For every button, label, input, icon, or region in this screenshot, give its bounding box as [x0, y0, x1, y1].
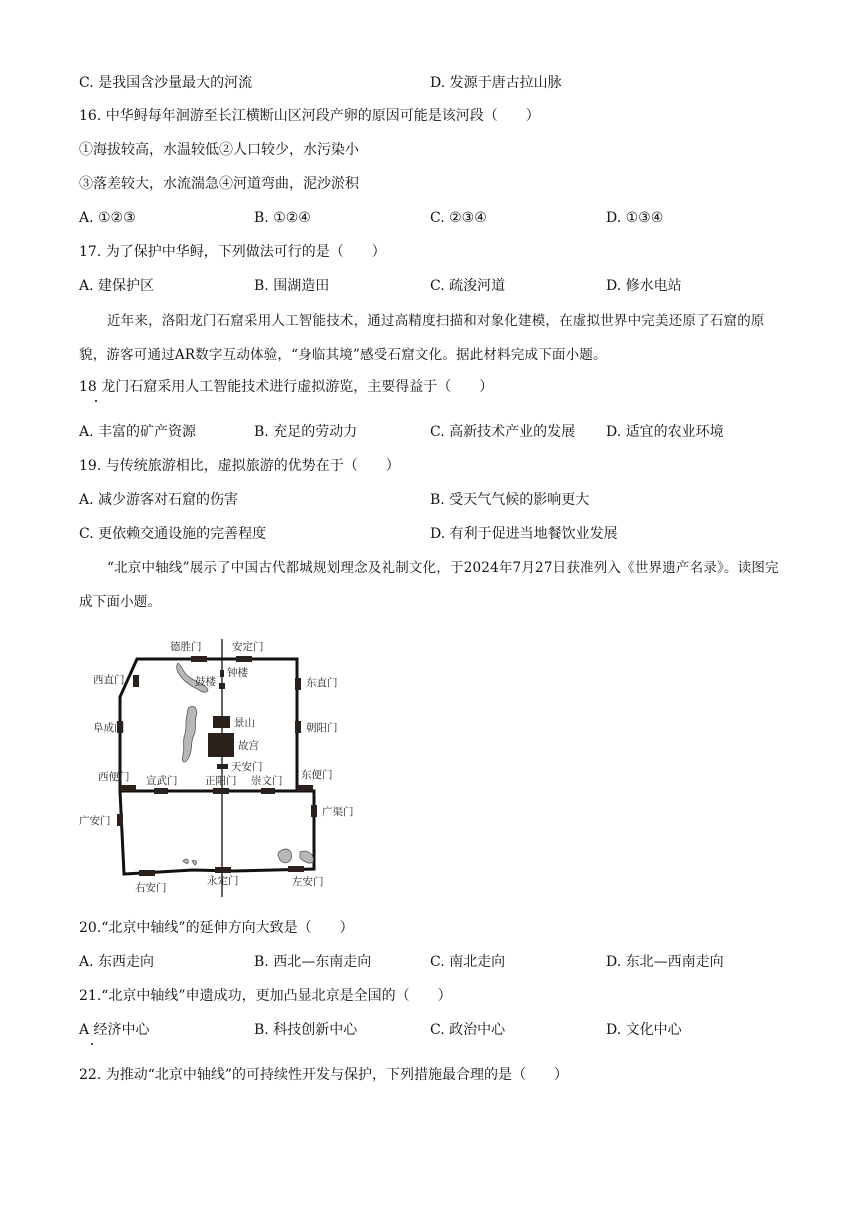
xizhimen-mark	[133, 675, 139, 687]
q21-option-a: A 经济中心	[79, 1022, 150, 1038]
q19-option-a: A. 减少游客对石窟的伤害	[79, 492, 239, 508]
q15-option-c: C. 是我国含沙量最大的河流	[79, 75, 253, 91]
label-zhengyangmen: 正阳门	[205, 775, 237, 787]
zhengyangmen-mark	[213, 788, 229, 794]
q20-stem: 20.“北京中轴线”的延伸方向大致是（ ）	[79, 920, 354, 936]
label-dongbianmen: 东便门	[301, 769, 333, 781]
gugong-block	[208, 733, 234, 757]
label-tiananmen: 天安门	[231, 761, 263, 773]
passage-longmen: 近年来，洛阳龙门石窟采用人工智能技术，通过高精度扫描和对象化建模，在虚拟世界中完美还原了石窟的原貌，游客可通过AR数字互动体验，“身临其境”感受石窟文化。据此材料完成下面小题。	[79, 313, 765, 363]
label-gugong: 故宫	[238, 740, 259, 752]
q17-option-c: C. 疏浚河道	[430, 278, 506, 294]
chaoyangmen-mark	[295, 721, 301, 733]
dongbianmen-mark	[297, 785, 313, 791]
q17-stem: 17. 为了保护中华鲟，下列做法可行的是（ ）	[79, 244, 386, 260]
q19-option-c: C. 更依赖交通设施的完善程度	[79, 526, 267, 542]
zuoanmen-mark	[288, 866, 304, 872]
q21-option-d: D. 文化中心	[606, 1022, 682, 1038]
southeast-pond-icon	[300, 851, 313, 863]
q16-option-d: D. ①③④	[606, 210, 664, 226]
q18-option-d: D. 适宜的农业环境	[606, 424, 724, 440]
xuanwumen-mark	[154, 788, 168, 794]
gulou-mark	[219, 683, 225, 689]
label-xibianmen: 西便门	[98, 771, 130, 783]
jingshan-block	[213, 716, 230, 728]
dongzhimen-mark	[295, 678, 301, 690]
q16-stem: 16. 中华鲟每年洄游至长江横断山区河段产卵的原因可能是该河段（ ）	[79, 108, 540, 124]
passage-axis: “北京中轴线”展示了中国古代都城规划理念及礼制文化，于2024年7月27日获准列入《世界遗产名录》。读图完成下面小题。	[79, 560, 779, 610]
youanmen-mark	[139, 870, 155, 876]
q15-option-d: D. 发源于唐古拉山脉	[430, 75, 562, 91]
beijing-central-axis-map	[79, 635, 369, 900]
stray-dot-2	[91, 1043, 93, 1045]
label-guanganmen: 广安门	[79, 815, 111, 827]
label-xuanwumen: 宣武门	[146, 775, 178, 787]
label-chaoyangmen: 朝阳门	[306, 722, 338, 734]
andingmen-mark	[236, 656, 252, 662]
q19-stem: 19. 与传统旅游相比，虚拟旅游的优势在于（ ）	[79, 458, 400, 474]
label-yongdingmen: 永定门	[207, 875, 239, 887]
zhonglou-mark	[220, 670, 224, 677]
tiananmen-mark	[217, 764, 228, 769]
q18-stem: 18 龙门石窟采用人工智能技术进行虚拟游览，主要得益于（ ）	[79, 379, 494, 395]
guangqumen-mark	[311, 805, 317, 817]
q16-option-a: A. ①②③	[79, 210, 136, 226]
q18-option-b: B. 充足的劳动力	[254, 424, 358, 440]
label-dongzhimen: 东直门	[306, 677, 338, 689]
label-chongwenmen: 崇文门	[251, 775, 283, 787]
q20-option-c: C. 南北走向	[430, 954, 506, 970]
small-pond-1-icon	[183, 859, 188, 864]
q21-stem: 21.“北京中轴线”申遗成功，更加凸显北京是全国的（ ）	[79, 988, 452, 1004]
label-fuchengmen: 阜成门	[93, 722, 125, 734]
label-zhonglou: 钟楼	[227, 667, 248, 679]
q16-option-b: B. ①②④	[254, 210, 311, 226]
label-guangqumen: 广渠门	[322, 806, 354, 818]
q17-option-a: A. 建保护区	[79, 278, 155, 294]
label-jingshan: 景山	[234, 717, 255, 729]
q21-option-b: B. 科技创新中心	[254, 1022, 358, 1038]
deshengmen-mark	[191, 656, 207, 662]
small-pond-2-icon	[192, 860, 196, 865]
q20-option-d: D. 东北—西南走向	[606, 954, 724, 970]
q16-items-1: ①海拔较高，水温较低②人口较少，水污染小	[79, 142, 359, 158]
chongwenmen-mark	[261, 788, 275, 794]
longtan-lake-icon	[278, 849, 292, 863]
stray-dot	[95, 400, 97, 402]
q18-option-a: A. 丰富的矿产资源	[79, 424, 197, 440]
q19-option-b: B. 受天气气候的影响更大	[430, 492, 590, 508]
yongdingmen-mark	[215, 867, 231, 873]
q19-option-d: D. 有利于促进当地餐饮业发展	[430, 526, 618, 542]
q17-option-d: D. 修水电站	[606, 278, 682, 294]
q16-option-c: C. ②③④	[430, 210, 487, 226]
beihai-zhongnanhai-lake-icon	[182, 707, 196, 762]
label-gulou: 鼓楼	[195, 676, 216, 688]
label-deshengmen: 德胜门	[170, 641, 202, 653]
q22-stem: 22. 为推动“北京中轴线”的可持续性开发与保护，下列措施最合理的是（ ）	[79, 1067, 569, 1083]
q20-option-b: B. 西北—东南走向	[254, 954, 372, 970]
q21-option-c: C. 政治中心	[430, 1022, 506, 1038]
q18-option-c: C. 高新技术产业的发展	[430, 424, 576, 440]
q16-items-2: ③落差较大，水流湍急④河道弯曲，泥沙淤积	[79, 176, 359, 192]
q20-option-a: A. 东西走向	[79, 954, 155, 970]
label-zuoanmen: 左安门	[292, 876, 324, 888]
label-andingmen: 安定门	[232, 641, 264, 653]
guanganmen-mark	[117, 814, 123, 826]
label-youanmen: 右安门	[135, 882, 167, 894]
xibianmen-mark	[120, 785, 136, 791]
label-xizhimen: 西直门	[93, 674, 125, 686]
q17-option-b: B. 围湖造田	[254, 278, 330, 294]
